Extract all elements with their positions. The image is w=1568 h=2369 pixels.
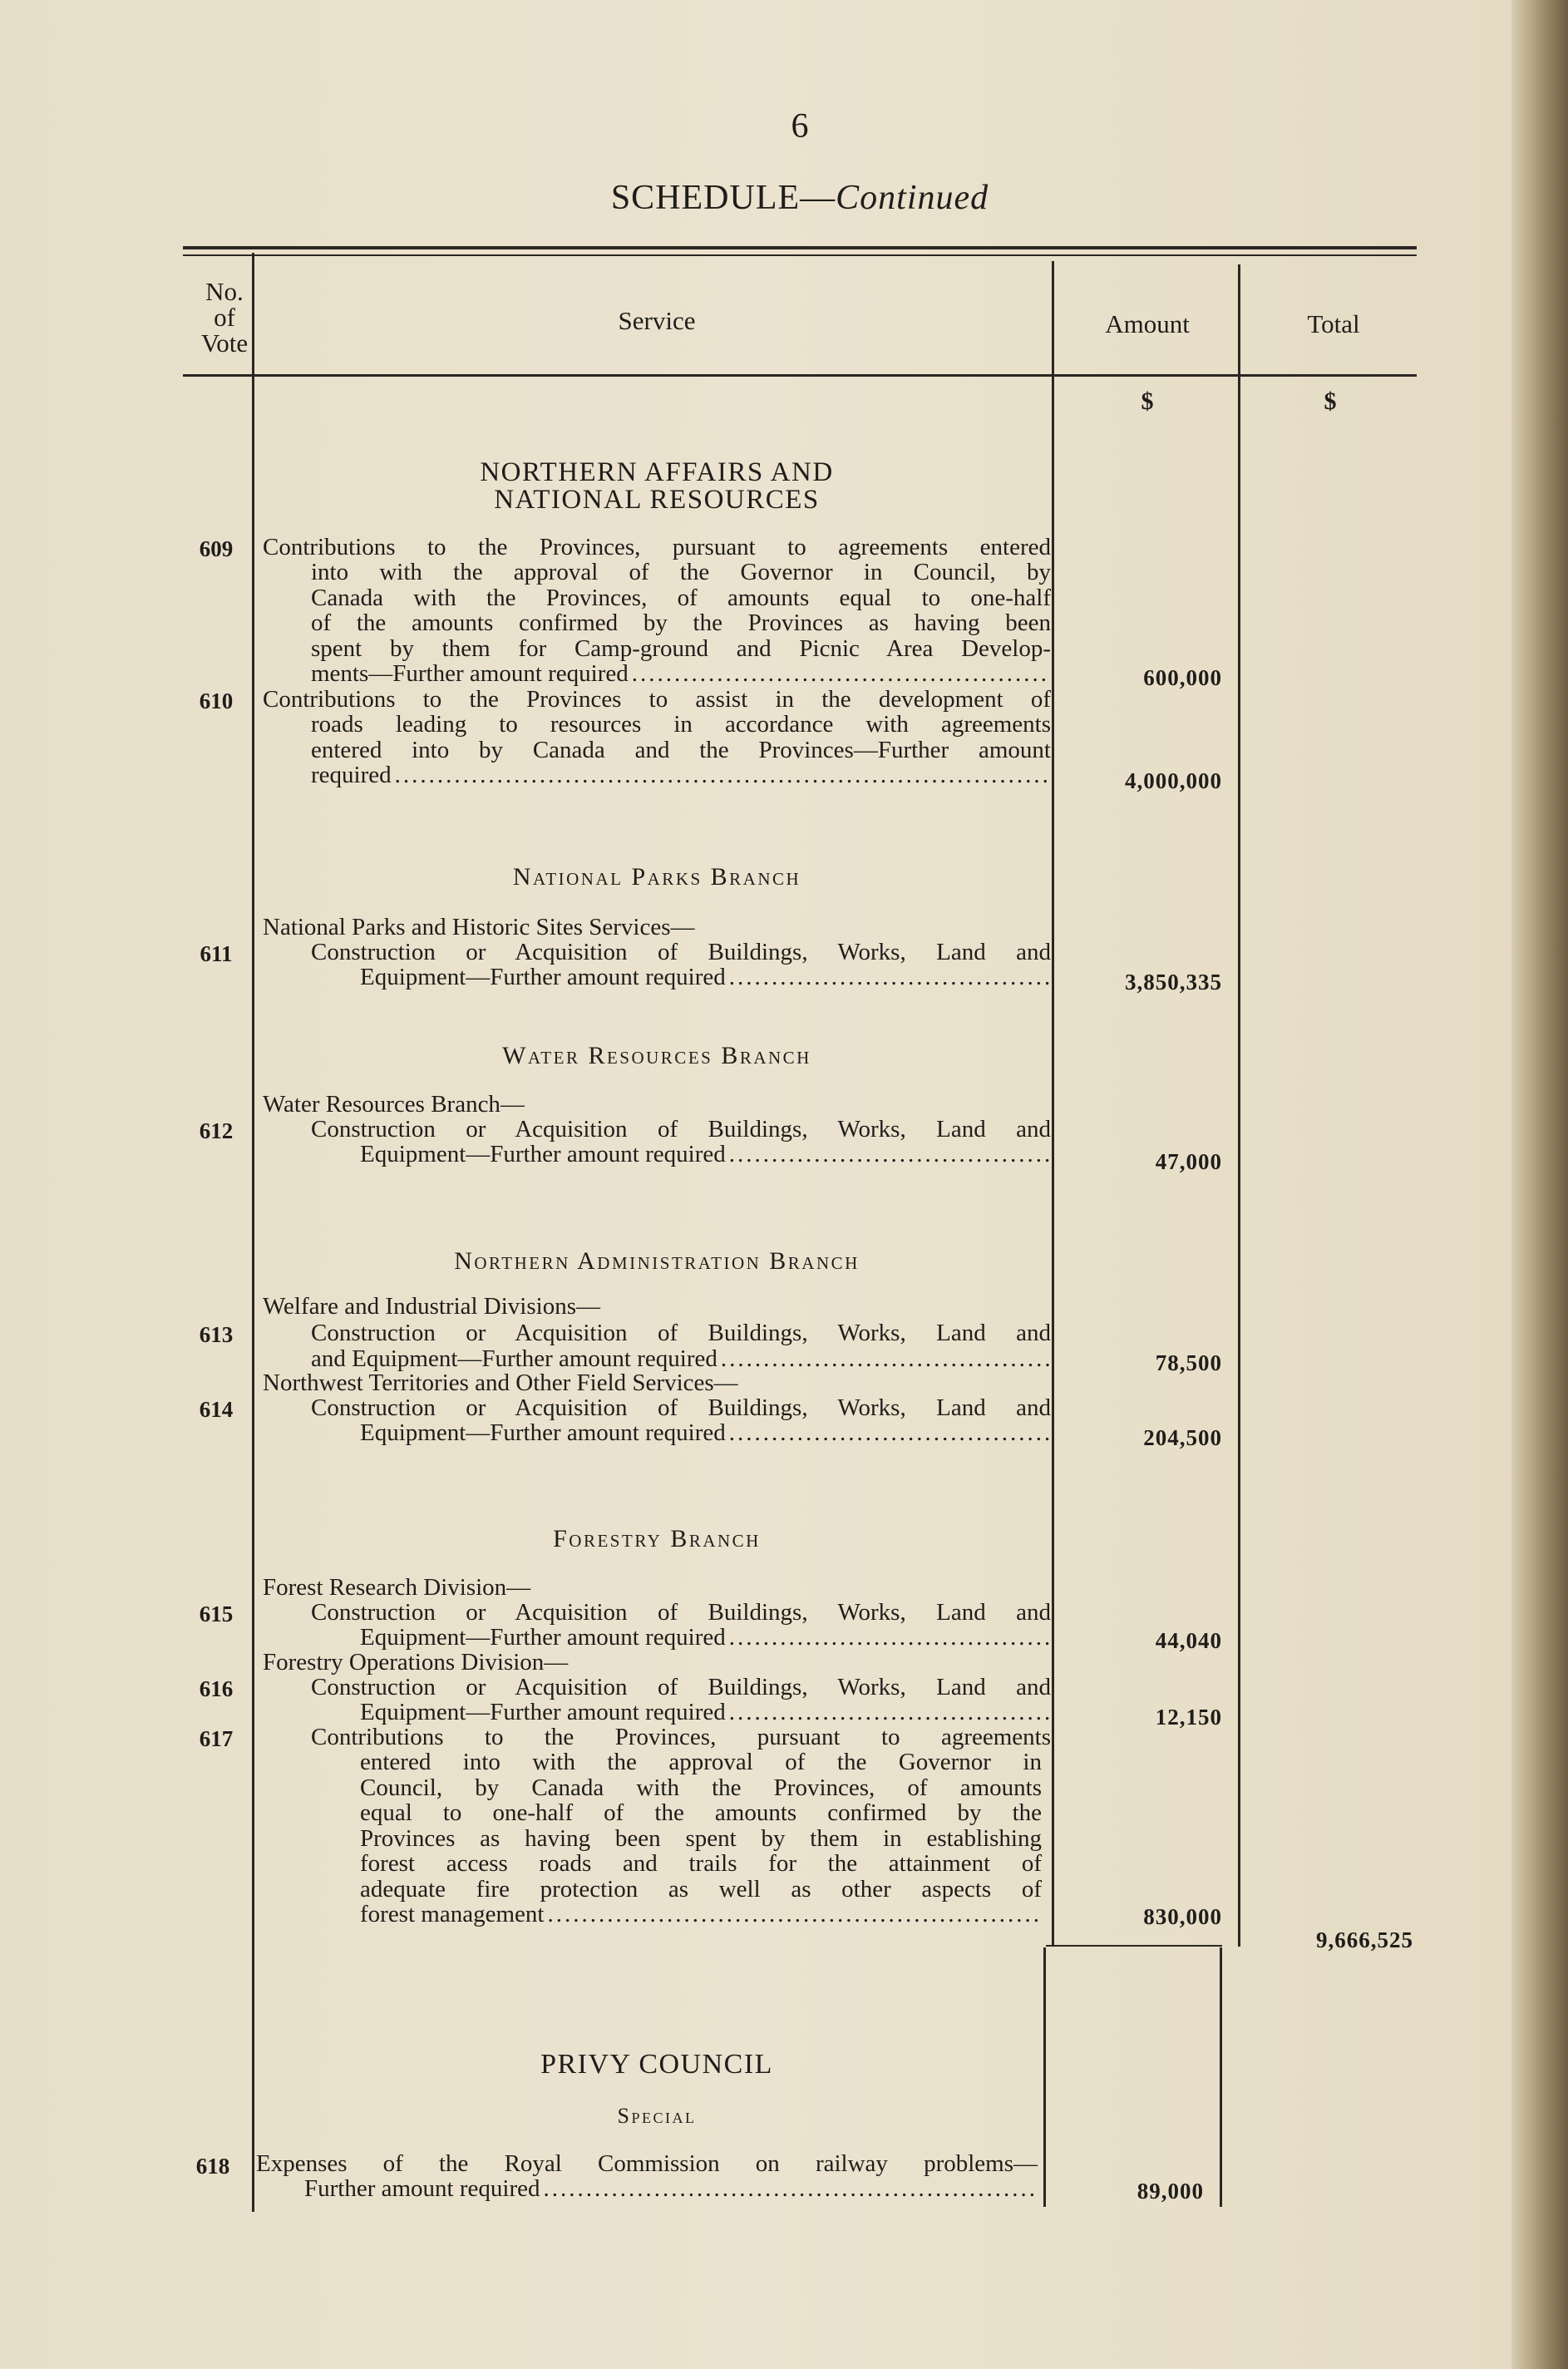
vote-609-description-cont: into with the approval of the Governor in Council, by Canada with the Provinces, of amounts equal to one-half of the amounts confirmed by the Provinces as having been spent by them for Camp-ground and Picnic Area Develop- ments—Further amount required ..... — [263, 560, 1051, 687]
vote-616-description: Construction or Acquisition of Buildings, Works, Land and — [311, 1674, 1051, 1700]
vote-613-amount: 78,500 — [1155, 1350, 1222, 1375]
vote-number-617: 617 — [199, 1726, 234, 1751]
vote-number-616: 616 — [199, 1676, 234, 1701]
vote-614-amount: 204,500 — [1143, 1425, 1222, 1450]
vote-610-amount: 4,000,000 — [1125, 768, 1222, 793]
amount-total-divider-upper — [1238, 264, 1240, 1947]
vote-615-description-cont: Equipment—Further amount required ..... — [263, 1625, 1051, 1651]
vote-618-description: Expenses of the Royal Commission on railway problems— — [256, 2150, 1038, 2177]
subsection-heading-special: Special — [617, 2104, 697, 2128]
vote-616-heading: Forestry Operations Division— — [263, 1649, 569, 1676]
amount-subtotal-rule — [1046, 1945, 1222, 1947]
vote-618-description-cont: Further amount required ..... — [304, 2176, 1038, 2202]
vote-615-amount: 44,040 — [1155, 1628, 1222, 1653]
vote-611-description: Construction or Acquisition of Buildings, Works, Land and — [311, 939, 1051, 965]
vote-609-amount: 600,000 — [1143, 665, 1222, 690]
vote-614-heading: Northwest Territories and Other Field Services— — [263, 1370, 738, 1396]
section-total: 9,666,525 — [1316, 1927, 1413, 1952]
vote-610-description-cont: roads leading to resources in accordance with agreements entered into by Canada and the Provinces—Further amount required ..... — [263, 712, 1051, 788]
vote-611-amount: 3,850,335 — [1125, 970, 1222, 994]
vote-609-description: Contributions to the Provinces, pursuant to agreements entered — [263, 534, 1051, 560]
section-heading-water-resources: Water Resources Branch — [502, 1042, 811, 1069]
vote-number-614: 614 — [199, 1397, 234, 1422]
vote-610-description: Contributions to the Provinces to assist in the development of — [263, 686, 1051, 713]
vote-613-heading: Welfare and Industrial Divisions— — [263, 1293, 600, 1320]
service-column-header: Service — [618, 306, 696, 335]
vote-617-description-cont: entered into with the approval of the Governor in Council, by Canada with the Provinces, of amounts equal to one-half of the amounts confirmed by the Provinces as having been spent by them in establishing forest access roads and trails for the attainment of adequate fire protection as well as other aspects of forest management ..... — [263, 1750, 1042, 1927]
vote-617-description: Contributions to the Provinces, pursuant to agreements — [311, 1724, 1051, 1750]
service-amount-divider-upper — [1052, 261, 1054, 1947]
section-heading-northern-affairs: NORTHERN AFFAIRS AND NATIONAL RESOURCES — [480, 457, 834, 515]
top-rule-thick — [183, 246, 1417, 249]
vote-number-612: 612 — [199, 1118, 234, 1143]
page-binding-edge — [1511, 0, 1568, 2369]
vote-612-heading: Water Resources Branch— — [263, 1091, 525, 1118]
vote-611-heading: National Parks and Historic Sites Services— — [263, 914, 695, 940]
vote-612-description-cont: Equipment—Further amount required ..... — [263, 1142, 1051, 1167]
section-heading-privy-council: PRIVY COUNCIL — [540, 2049, 773, 2080]
vote-611-description-cont: Equipment—Further amount required ..... — [263, 965, 1051, 990]
vote-column-divider — [252, 253, 254, 2212]
vote-number-610: 610 — [199, 688, 234, 713]
vote-618-amount: 89,000 — [1137, 2179, 1204, 2204]
amount-column-header: Amount — [1105, 309, 1190, 338]
vote-617-amount: 830,000 — [1143, 1904, 1222, 1929]
vote-614-description: Construction or Acquisition of Buildings, Works, Land and — [311, 1394, 1051, 1421]
amount-dollar-sign: $ — [1141, 387, 1154, 415]
header-rule — [183, 374, 1417, 377]
section-heading-forestry: Forestry Branch — [553, 1525, 761, 1552]
vote-613-description: Construction or Acquisition of Buildings, Works, Land and and Equipment—Further amount required ..... — [263, 1320, 1051, 1371]
vote-number-613: 613 — [199, 1322, 234, 1347]
vote-number-609: 609 — [199, 536, 234, 561]
vote-number-611: 611 — [200, 941, 233, 966]
total-column-header: Total — [1307, 309, 1360, 338]
vote-612-description: Construction or Acquisition of Buildings, Works, Land and — [311, 1116, 1051, 1143]
amount-total-divider-lower — [1220, 1947, 1222, 2207]
page-number: 6 — [791, 107, 809, 146]
section-heading-northern-administration: Northern Administration Branch — [454, 1247, 860, 1275]
vote-615-description: Construction or Acquisition of Buildings, Works, Land and — [311, 1599, 1051, 1626]
vote-number-618: 618 — [195, 2154, 230, 2179]
vote-616-description-cont: Equipment—Further amount required ..... — [263, 1700, 1051, 1725]
top-rule-thin — [183, 254, 1417, 256]
vote-number-615: 615 — [199, 1602, 234, 1626]
vote-616-amount: 12,150 — [1155, 1705, 1222, 1730]
vote-612-amount: 47,000 — [1155, 1149, 1222, 1174]
section-heading-national-parks: National Parks Branch — [512, 863, 801, 891]
vote-column-header: No. of Vote — [200, 277, 249, 358]
vote-614-description-cont: Equipment—Further amount required ..... — [263, 1420, 1051, 1446]
total-dollar-sign: $ — [1324, 387, 1337, 415]
vote-615-heading: Forest Research Division— — [263, 1574, 531, 1601]
schedule-title: SCHEDULE—Continued — [610, 179, 989, 217]
